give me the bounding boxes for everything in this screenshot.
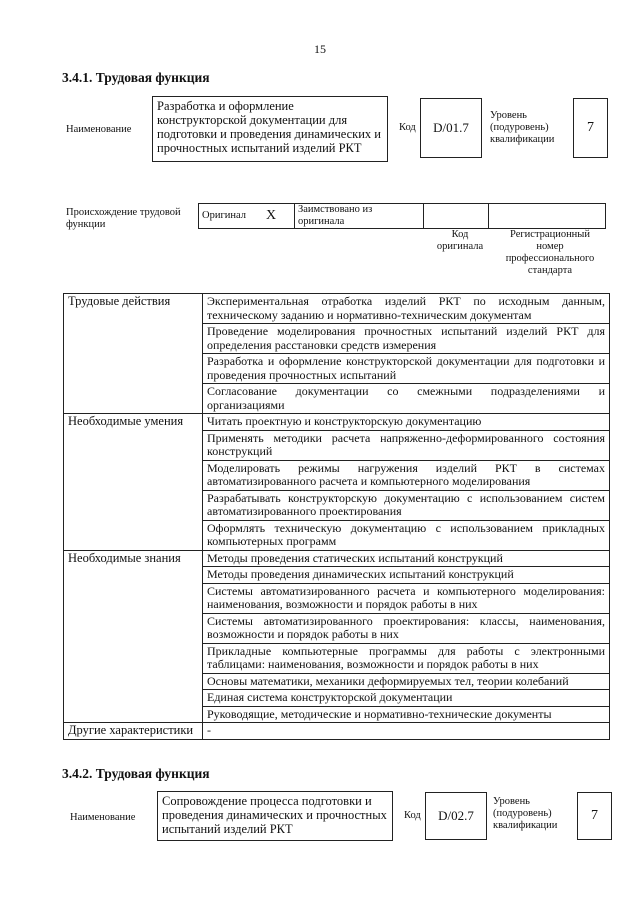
- table-item: Согласование документации со смежными подразделениями и организациями: [203, 384, 610, 414]
- section-title-2: 3.4.2. Трудовая функция: [62, 766, 210, 781]
- table-item: Экспериментальная отработка изделий РКТ по исходным данным, техническому заданию и нормативно-техническим документам: [203, 294, 610, 324]
- table-item: Оформлять техническую документацию с использованием прикладных компьютерных программ: [203, 520, 610, 550]
- name-label-1: Наименование: [66, 124, 132, 135]
- code-value-2: D/02.7: [425, 792, 487, 840]
- origin-reg-cell: [489, 204, 606, 229]
- table-item: Применять методики расчета напряженно-деформированного состояния конструкций: [203, 430, 610, 460]
- category-cell: Необходимые умения: [64, 414, 203, 551]
- origin-mark: X: [263, 204, 295, 229]
- section-title-1: 3.4.1. Трудовая функция: [62, 70, 210, 85]
- table-item: Проведение моделирования прочностных испытаний изделий РКТ для определения расстановки средств измерения: [203, 324, 610, 354]
- table-row: [64, 723, 610, 740]
- level-label-1: Уровень (подуровень) квалификации: [490, 110, 555, 145]
- table-item: Прикладные компьютерные программы для работы с электронными таблицами: наименования, возможности и порядок работы в них: [203, 643, 610, 673]
- level-value-2: 7: [577, 792, 612, 840]
- category-cell: Необходимые знания: [64, 550, 203, 723]
- table-item: Методы проведения динамических испытаний конструкций: [203, 567, 610, 584]
- origin-reg-caption: Регистрационный номер профессионального стандарта: [505, 229, 595, 276]
- table-item: Разрабатывать конструкторскую документацию с использованием систем автоматизированного проектирования: [203, 490, 610, 520]
- table-item: Моделировать режимы нагружения изделий РКТ в системах автоматизированного расчета и компьютерного моделирования: [203, 460, 610, 490]
- page-number: 15: [314, 42, 326, 56]
- table-item: Системы автоматизированного расчета и компьютерного моделирования: наименования, возможности и порядок работы в них: [203, 583, 610, 613]
- origin-code-caption: Код оригинала: [436, 229, 484, 252]
- name-label-2: Наименование: [70, 812, 136, 823]
- category-cell: Другие характеристики: [64, 723, 203, 740]
- table-item: Системы автоматизированного проектирования: классы, наименования, возможности и порядок работы в них: [203, 613, 610, 643]
- table-item: -: [203, 723, 610, 740]
- table-item: Читать проектную и конструкторскую документацию: [203, 414, 610, 431]
- table-item: Разработка и оформление конструкторской документации для подготовки и проведения прочностных испытаний: [203, 354, 610, 384]
- table-row: [64, 414, 610, 431]
- origin-original: Оригинал: [199, 204, 264, 229]
- level-label-2: Уровень (подуровень) квалификации: [493, 796, 558, 831]
- code-label-2: Код: [404, 810, 421, 821]
- origin-label: Происхождение трудовой функции: [66, 207, 181, 230]
- level-value-1: 7: [573, 98, 608, 158]
- origin-code-cell: [424, 204, 489, 229]
- table-item: Руководящие, методические и нормативно-технические документы: [203, 706, 610, 723]
- table-item: Методы проведения статических испытаний конструкций: [203, 550, 610, 567]
- code-label-1: Код: [399, 122, 416, 133]
- origin-table: [198, 203, 606, 229]
- table-row: [64, 550, 610, 567]
- table-row: [64, 294, 610, 324]
- function-table: [63, 293, 610, 740]
- name-value-1: Разработка и оформление конструкторской документации для подготовки и проведения динамических и прочностных испытаний изделий РКТ: [152, 96, 388, 162]
- table-item: Основы математики, механики деформируемых тел, теории колебаний: [203, 673, 610, 690]
- table-item: Единая система конструкторской документации: [203, 690, 610, 707]
- category-cell: Трудовые действия: [64, 294, 203, 414]
- code-value-1: D/01.7: [420, 98, 482, 158]
- name-value-2: Сопровождение процесса подготовки и проведения динамических и прочностных испытаний изделий РКТ: [157, 791, 393, 841]
- origin-borrowed: Заимствовано из оригинала: [295, 204, 424, 229]
